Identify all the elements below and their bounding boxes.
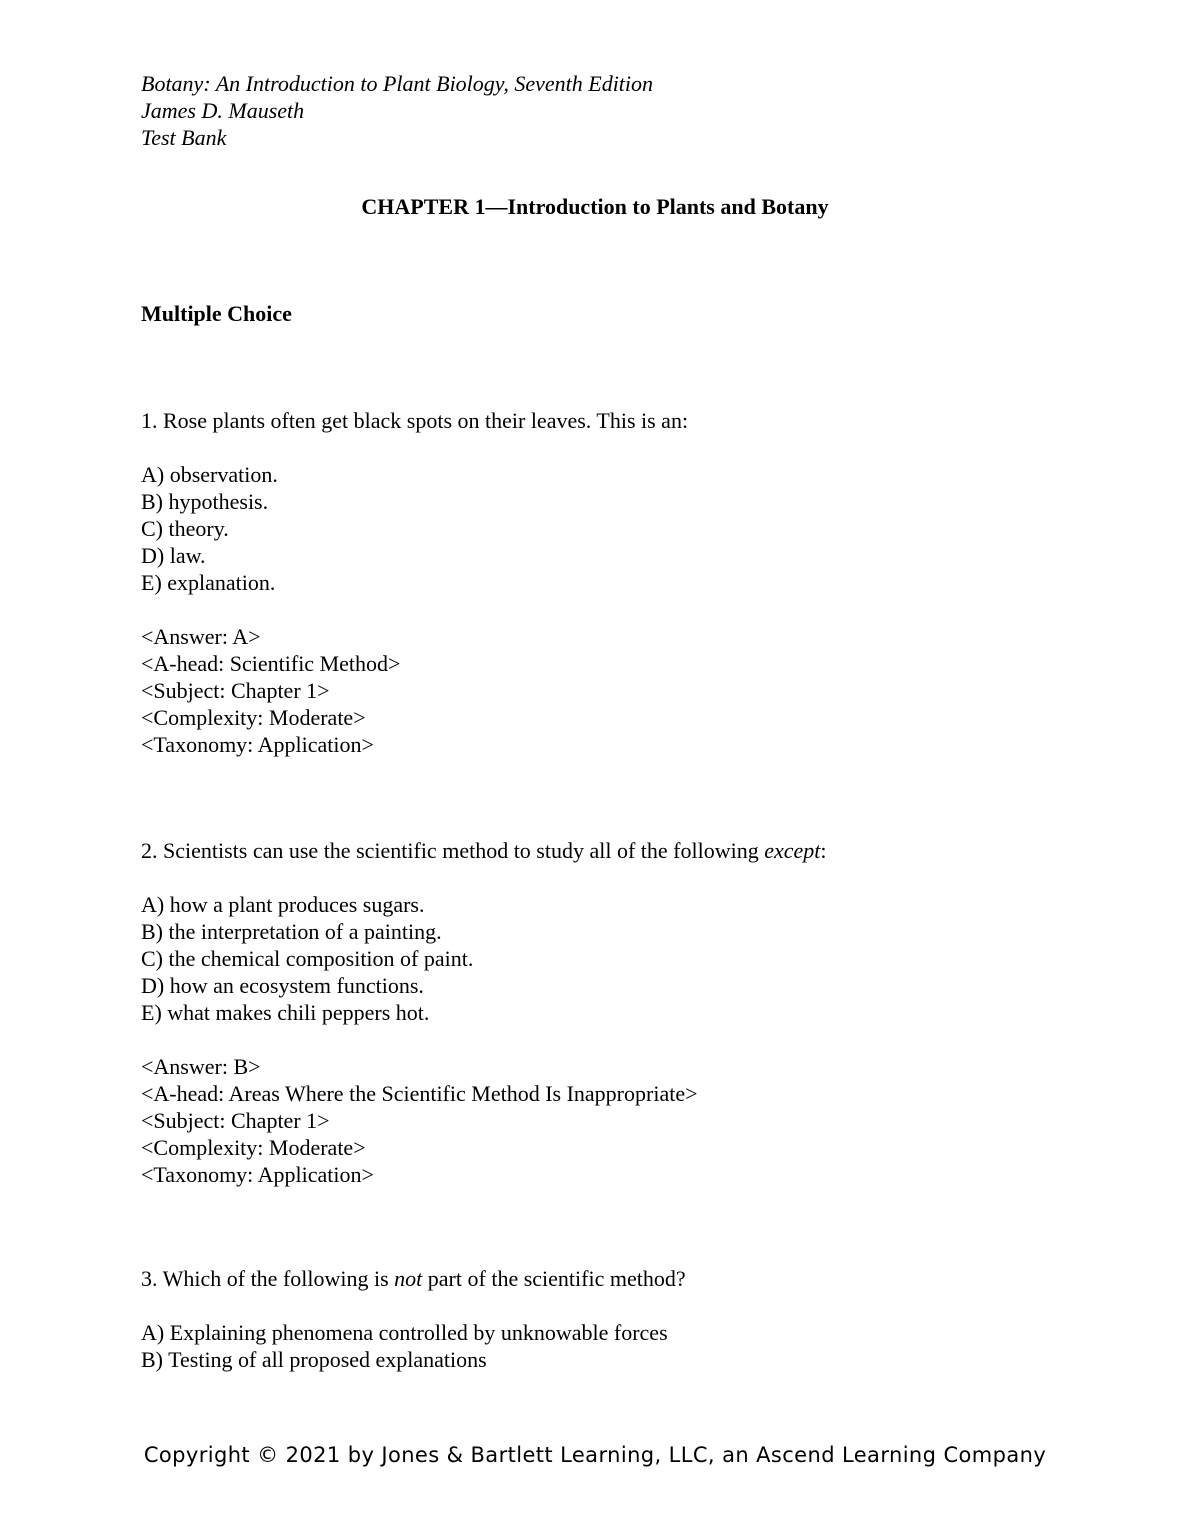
section-title: Multiple Choice: [141, 301, 292, 326]
question-metadata: [141, 623, 688, 758]
option-e: E) what makes chili peppers hot.: [141, 1000, 430, 1025]
taxonomy: <Taxonomy: Application>: [141, 1162, 374, 1187]
answer-options: [141, 1319, 686, 1373]
complexity: <Complexity: Moderate>: [141, 1135, 366, 1160]
option-e: E) explanation.: [141, 570, 276, 595]
question-stem: 3. Which of the following is not part of the scientific method?: [141, 1266, 686, 1291]
document-type: Test Bank: [141, 125, 227, 150]
option-c: C) theory.: [141, 516, 229, 541]
option-a: A) Explaining phenomena controlled by unknowable forces: [141, 1320, 668, 1345]
subject: <Subject: Chapter 1>: [141, 1108, 330, 1133]
chapter-title: CHAPTER 1—Introduction to Plants and Botany: [361, 194, 829, 219]
book-title: Botany: An Introduction to Plant Biology, Seventh Edition: [141, 71, 654, 96]
option-c: C) the chemical composition of paint.: [141, 946, 474, 971]
option-a: A) observation.: [141, 462, 278, 487]
question-3: [141, 1265, 686, 1373]
question-stem: 2. Scientists can use the scientific method to study all of the following except:: [141, 838, 827, 863]
question-1: [141, 407, 688, 758]
taxonomy: <Taxonomy: Application>: [141, 732, 374, 757]
option-d: D) law.: [141, 543, 206, 568]
question-metadata: [141, 1053, 827, 1188]
option-b: B) Testing of all proposed explanations: [141, 1347, 487, 1372]
option-a: A) how a plant produces sugars.: [141, 892, 425, 917]
question-2: [141, 837, 827, 1188]
complexity: <Complexity: Moderate>: [141, 705, 366, 730]
document-header: [141, 70, 653, 151]
a-head: <A-head: Scientific Method>: [141, 651, 401, 676]
author-name: James D. Mauseth: [141, 98, 305, 123]
answer-key: <Answer: A>: [141, 624, 261, 649]
a-head: <A-head: Areas Where the Scientific Method Is Inappropriate>: [141, 1081, 698, 1106]
option-b: B) hypothesis.: [141, 489, 269, 514]
copyright-footer: Copyright © 2021 by Jones & Bartlett Learning, LLC, an Ascend Learning Company: [143, 1443, 1047, 1467]
answer-key: <Answer: B>: [141, 1054, 261, 1079]
option-d: D) how an ecosystem functions.: [141, 973, 424, 998]
subject: <Subject: Chapter 1>: [141, 678, 330, 703]
question-stem: 1. Rose plants often get black spots on their leaves. This is an:: [141, 408, 689, 433]
answer-options: [141, 461, 688, 596]
answer-options: [141, 891, 827, 1026]
option-b: B) the interpretation of a painting.: [141, 919, 442, 944]
